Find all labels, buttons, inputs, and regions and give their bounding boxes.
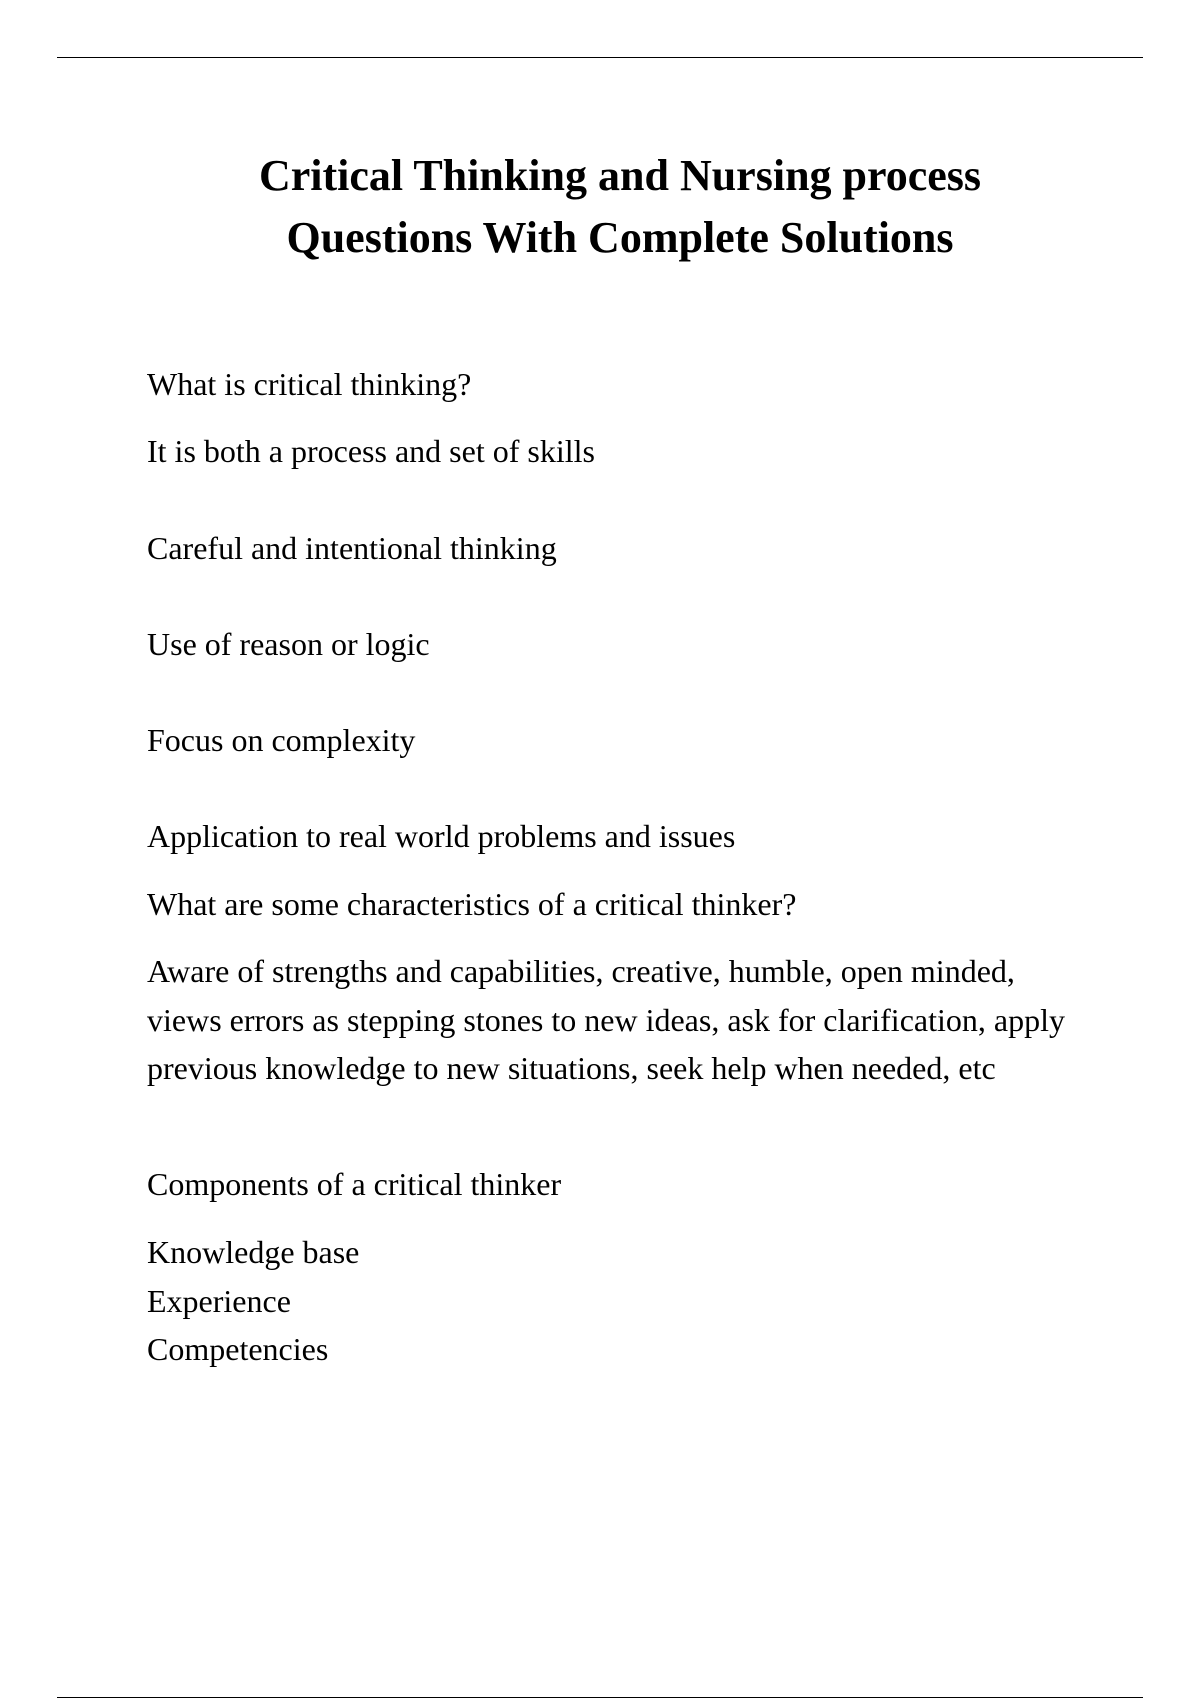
components-list	[147, 1228, 359, 1374]
answer-text: It is both a process and set of skills	[147, 433, 595, 469]
title-line-1: Critical Thinking and Nursing process	[258, 151, 982, 200]
answer-text: Focus on complexity	[147, 722, 416, 758]
question-text: What are some characteristics of a critical thinker?	[147, 886, 797, 922]
answer-text: Careful and intentional thinking	[147, 530, 557, 566]
top-rule	[57, 57, 1143, 58]
question-text: Components of a critical thinker	[147, 1166, 562, 1202]
answer-text: Use of reason or logic	[147, 626, 430, 662]
list-item: Knowledge base	[147, 1234, 360, 1270]
bottom-rule	[57, 1697, 1143, 1698]
document-title	[0, 145, 1200, 269]
answer-text: Aware of strengths and capabilities, creative, humble, open minded, views errors as stepping stones to new ideas, ask for clarification, apply previous knowledge to new situations, seek help when needed, etc	[147, 953, 1065, 1086]
list-item: Experience	[147, 1282, 291, 1319]
title-line-2: Questions With Complete Solutions	[286, 213, 954, 262]
list-item: Competencies	[147, 1331, 329, 1367]
question-text: What is critical thinking?	[147, 366, 472, 402]
answer-text: Application to real world problems and issues	[147, 818, 736, 854]
